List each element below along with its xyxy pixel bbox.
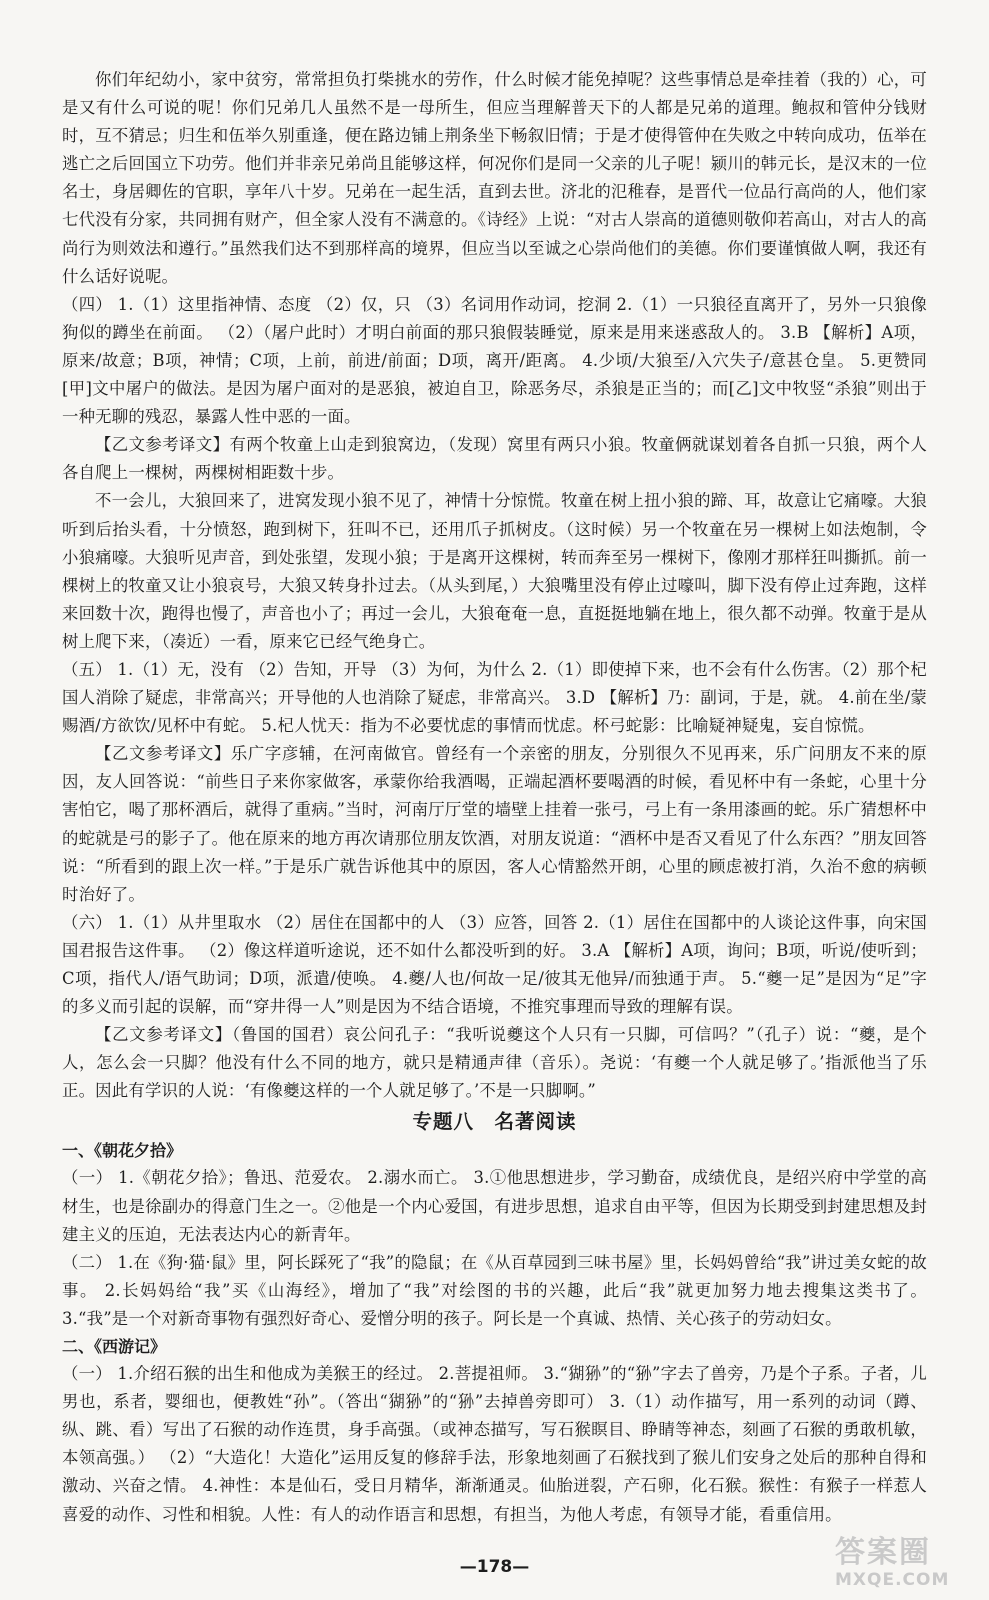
chapter-title: 专题八 名著阅读	[412, 1110, 577, 1134]
section-title-zhaohua: 一、《朝花夕拾》	[62, 1141, 183, 1161]
answer-block-4: （四） 1.（1）这里指神情、态度 （2）仅，只 （3）名词用作动词，挖洞 2.（1）一只狼径直离开了，另外一只狼像狗似的蹲坐在前面。 （2）（屠户此时）才明白前面的那只狼假装睡觉，原来是用来迷惑敌人的。 3.B 【解析】A项，原来/故意；B项，神情；C项，上前，前进/前面；D项，离开/距离。 4.少顷/大狼至/入穴失子/意甚仓皇。 5.更赞同[甲]文中屠户的做法。是因为屠户面对的是恶狼，被迫自卫，除恶务尽，杀狼是正当的；而[乙]文中牧竖“杀狼”则出于一种无聊的残忍，暴露人性中恶的一面。	[62, 294, 927, 427]
answer-block-zhaohua-1: （一） 1.《朝花夕拾》；鲁迅、范爱农。 2.溺水而亡。 3.①他思想进步，学习勤奋，成绩优良，是绍兴府中学堂的高材生，也是徐副办的得意门生之一。②他是一个内心爱国，有进步思想，追求自由平等，但因为长期受到封建思想及封建主义的压迫，无法表达内心的新青年。	[62, 1168, 927, 1244]
translation-paragraph-3: 不一会儿，大狼回来了，进窝发现小狼不见了，神情十分惊慌。牧童在树上扭小狼的蹄、耳，故意让它痛嚎。大狼听到后抬头看，十分愤怒，跑到树下，狂叫不已，还用爪子抓树皮。（这时候）另一个牧童在另一棵树上如法炮制，令小狼痛嚎。大狼听见声音，到处张望，发现小狼；于是离开这棵树，转而奔至另一棵树下，像刚才那样狂叫撕抓。前一棵树上的牧童又让小狼哀号，大狼又转身扑过去。（从头到尾，）大狼嘴里没有停止过嚎叫，脚下没有停止过奔跑，这样来回数十次，跑得也慢了，声音也小了；再过一会儿，大狼奄奄一息，直挺挺地躺在地上，很久都不动弹。牧童于是从树上爬下来，（凑近）一看，原来它已经气绝身亡。	[62, 491, 927, 651]
watermark-url: MXQE.COM	[835, 1570, 950, 1590]
page-number: —178—	[459, 1557, 530, 1577]
answer-block-xiyouji-1: （一） 1.介绍石猴的出生和他成为美猴王的经过。 2.菩提祖师。 3.“猢狲”的“狲”字去了兽旁，乃是个子系。子者，儿男也，系者，婴细也，便教姓“孙”。（答出“猢狲”的“狲”去掉兽旁即可） 3.（1）动作描写，用一系列的动词（蹲、纵、跳、看）写出了石猴的动作连贯，身手高强。（或神态描写，写石猴瞑目、睁睛等神态，刻画了石猴的勇敢机敏，本领高强。） （2）“大造化！大造化”运用反复的修辞手法，形象地刻画了石猴找到了猴儿们安身之处后的那种自得和激动、兴奋之情。 4.神性：本是仙石，受日月精华，渐渐通灵。仙胎迸裂，产石卵，化石猴。猴性：有猴子一样惹人喜爱的动作、习性和相貌。人性：有人的动作语言和思想，有担当，为他人考虑，有领导才能，看重信用。	[62, 1364, 927, 1524]
translation-paragraph-4: 【乙文参考译文】乐广字彦辅，在河南做官。曾经有一个亲密的朋友，分别很久不见再来，乐广问朋友不来的原因，友人回答说：“前些日子来你家做客，承蒙你给我酒喝，正端起酒杯要喝酒的时候，看见杯中有一条蛇，心里十分害怕它，喝了那杯酒后，就得了重病。”当时，河南厅厅堂的墙壁上挂着一张弓，弓上有一条用漆画的蛇。乐广猜想杯中的蛇就是弓的影子了。他在原来的地方再次请那位朋友饮酒，对朋友说道：“酒杯中是否又看见了什么东西？”朋友回答说：“所看到的跟上次一样。”于是乐广就告诉他其中的原因，客人心情豁然开朗，心里的顾虑被打消，久治不愈的病顿时治好了。	[62, 744, 927, 904]
translation-paragraph-1: 你们年纪幼小，家中贫穷，常常担负打柴挑水的劳作，什么时候才能免掉呢？这些事情总是牵挂着（我的）心，可是又有什么可说的呢！你们兄弟几人虽然不是一母所生，但应当理解普天下的人都是兄弟的道理。鲍叔和管仲分钱财时，互不猜忌；归生和伍举久别重逢，便在路边铺上荆条坐下畅叙旧情；于是才使得管仲在失败之中转向成功，伍举在逃亡之后回国立下功劳。他们并非亲兄弟尚且能够这样，何况你们是同一父亲的儿子呢！颍川的韩元长，是汉末的一位名士，身居卿佐的官职，享年八十岁。兄弟在一起生活，直到去世。济北的氾稚春，是晋代一位品行高尚的人，他们家七代没有分家，共同拥有财产，但全家人没有不满意的。《诗经》上说：“对古人崇高的道德则敬仰若高山，对古人的高尚行为则效法和遵行。”虽然我们达不到那样高的境界，但应当以至诚之心崇尚他们的美德。你们要谨慎做人啊，我还有什么话好说呢。	[62, 70, 927, 286]
answer-block-zhaohua-2: （二） 1.在《狗·猫·鼠》里，阿长踩死了“我”的隐鼠；在《从百草园到三味书屋》里，长妈妈曾给“我”讲过美女蛇的故事。 2.长妈妈给“我”买《山海经》，增加了“我”对绘图的书的兴趣，此后“我”就更加努力地去搜集这类书了。 3.“我”是一个对新奇事物有强烈好奇心、爱憎分明的孩子。阿长是一个真诚、热情、关心孩子的劳动妇女。	[62, 1252, 927, 1328]
answer-block-5: （五） 1.（1）无，没有 （2）告知，开导 （3）为何，为什么 2.（1）即使掉下来，也不会有什么伤害。（2）那个杞国人消除了疑虑，非常高兴；开导他的人也消除了疑虑，非常高兴。 3.D 【解析】乃：副词，于是，就。 4.前在坐/蒙赐酒/方欲饮/见杯中有蛇。 5.杞人忧天：指为不必要忧虑的事情而忧虑。杯弓蛇影：比喻疑神疑鬼，妄自惊慌。	[62, 659, 927, 736]
translation-paragraph-5: 【乙文参考译文】（鲁国的国君）哀公问孔子：“我听说夔这个人只有一只脚，可信吗？”（孔子）说：“夔，是个人，怎么会一只脚？他没有什么不同的地方，就只是精通声律（音乐）。尧说：‘有夔一个人就足够了。’指派他当了乐正。因此有学识的人说：‘有像夔这样的一个人就足够了。’不是一只脚啊。”	[62, 1025, 927, 1101]
section-title-xiyouji: 二、《西游记》	[62, 1337, 167, 1357]
watermark	[835, 1536, 977, 1592]
translation-paragraph-2: 【乙文参考译文】有两个牧童上山走到狼窝边，（发现）窝里有两只小狼。牧童俩就谋划着各自抓一只狼，两个人各自爬上一棵树，两棵树相距数十步。	[62, 435, 927, 483]
watermark-logo: 答案圈	[835, 1535, 931, 1570]
answer-block-6: （六） 1.（1）从井里取水 （2）居住在国都中的人 （3）应答，回答 2.（1）居住在国都中的人谈论这件事，向宋国国君报告这件事。 （2）像这样道听途说，还不如什么都没听到的好。 3.A 【解析】A项，询问；B项，听说/使听到；C项，指代人/语气助词；D项，派遣/使唤。 4.夔/人也/何故一足/彼其无他异/而独通于声。 5.“夔一足”是因为“足”字的多义而引起的误解，而“穿井得一人”则是因为不结合语境，不推究事理而导致的理解有误。	[62, 912, 927, 1017]
